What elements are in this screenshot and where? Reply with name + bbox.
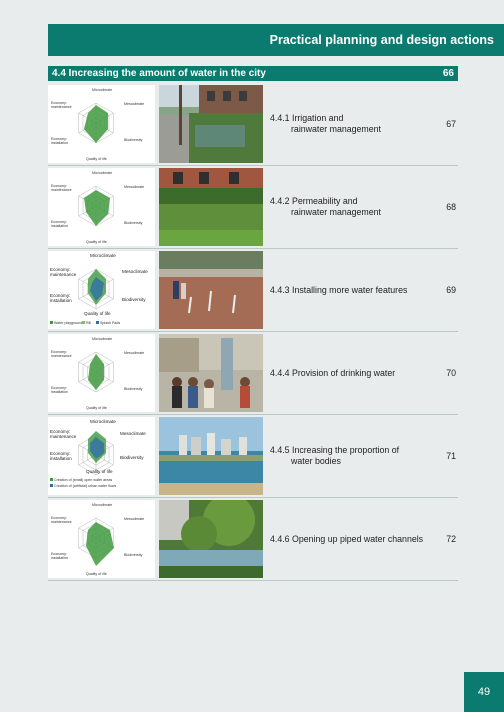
svg-text:Mesoclimate: Mesoclimate: [124, 185, 145, 189]
section-title: 4.4 Increasing the amount of water in the city: [52, 68, 266, 79]
entry-title: 4.4.2 Permeability and rainwater management: [270, 196, 381, 217]
entry-page: 68: [446, 201, 456, 212]
svg-text:Economy:: Economy:: [50, 429, 71, 434]
svg-text:Biodiversity: Biodiversity: [124, 138, 143, 142]
svg-text:Creation of (small) open water: Creation of (small) open water areas: [54, 478, 113, 482]
entry-page: 71: [446, 450, 456, 461]
entry-title: 4.4.3 Installing more water features: [270, 284, 408, 295]
svg-text:Economy:: Economy:: [51, 220, 67, 224]
entry-title: 4.4.1 Irrigation and rainwater management: [270, 113, 381, 134]
svg-text:Economy:: Economy:: [51, 184, 67, 188]
toc-entry[interactable]: [270, 249, 458, 331]
svg-text:Quality of life: Quality of life: [86, 240, 107, 244]
toc-entry[interactable]: [270, 83, 458, 165]
svg-text:Mesoclimate: Mesoclimate: [120, 431, 146, 436]
svg-text:maintenance: maintenance: [51, 520, 72, 524]
photo-water-features: [159, 251, 263, 329]
svg-text:Economy:: Economy:: [51, 101, 67, 105]
photo-drinking-water: [159, 334, 263, 412]
svg-text:Rill: Rill: [86, 321, 91, 325]
radar-chart: [48, 85, 155, 163]
toc-row[interactable]: [48, 415, 458, 498]
svg-text:Quality of life: Quality of life: [86, 157, 107, 161]
entry-page: 70: [446, 367, 456, 378]
svg-text:Biodiversity: Biodiversity: [124, 553, 143, 557]
svg-text:installation: installation: [51, 390, 68, 394]
entry-title: 4.4.4 Provision of drinking water: [270, 367, 396, 378]
radar-chart: [48, 417, 155, 495]
entry-page: 67: [446, 118, 456, 129]
svg-text:Mesoclimate: Mesoclimate: [124, 102, 145, 106]
svg-text:maintenance: maintenance: [51, 105, 72, 109]
svg-text:maintenance: maintenance: [50, 434, 77, 439]
toc-row[interactable]: [48, 166, 458, 249]
svg-text:Mesoclimate: Mesoclimate: [124, 351, 145, 355]
svg-text:Biodiversity: Biodiversity: [124, 387, 143, 391]
svg-text:Microclimate: Microclimate: [92, 503, 113, 507]
svg-text:Biodiversity: Biodiversity: [122, 297, 146, 302]
svg-text:Creation of (artificial) urban: Creation of (artificial) urban water flows: [54, 484, 117, 488]
radar-chart: [48, 334, 155, 412]
toc-entry[interactable]: [270, 332, 458, 414]
svg-text:Quality of life: Quality of life: [86, 469, 113, 474]
svg-text:Microclimate: Microclimate: [90, 253, 116, 258]
svg-text:Microclimate: Microclimate: [92, 337, 113, 341]
radar-chart: [48, 500, 155, 578]
svg-text:installation: installation: [50, 298, 72, 303]
svg-text:Quality of life: Quality of life: [86, 406, 107, 410]
toc-entry[interactable]: [270, 166, 458, 248]
toc-row[interactable]: [48, 249, 458, 332]
toc-list: [48, 83, 458, 581]
svg-text:Microclimate: Microclimate: [90, 419, 116, 424]
photo-water-bodies: [159, 417, 263, 495]
svg-text:Economy:: Economy:: [51, 516, 67, 520]
svg-text:Microclimate: Microclimate: [92, 171, 113, 175]
chapter-header: [48, 24, 504, 56]
svg-text:maintenance: maintenance: [51, 354, 72, 358]
svg-text:Mesoclimate: Mesoclimate: [124, 517, 145, 521]
svg-text:Splash Pads: Splash Pads: [100, 321, 121, 325]
entry-title: 4.4.6 Opening up piped water channels: [270, 533, 424, 544]
svg-text:Economy:: Economy:: [50, 267, 71, 272]
page-number: 49: [464, 672, 504, 712]
photo-permeability: [159, 168, 263, 246]
section-header: [48, 66, 458, 81]
toc-entry[interactable]: [270, 498, 458, 580]
entry-title: 4.4.5 Increasing the proportion of water bodies: [270, 445, 400, 466]
svg-text:Microclimate: Microclimate: [92, 88, 113, 92]
svg-text:maintenance: maintenance: [51, 188, 72, 192]
toc-row[interactable]: [48, 83, 458, 166]
svg-text:Economy:: Economy:: [51, 137, 67, 141]
svg-text:maintenance: maintenance: [50, 272, 77, 277]
svg-text:installation: installation: [51, 141, 68, 145]
toc-row[interactable]: [48, 332, 458, 415]
svg-text:Quality of life: Quality of life: [86, 572, 107, 576]
entry-page: 69: [446, 284, 456, 295]
photo-irrigation: [159, 85, 263, 163]
svg-text:Economy:: Economy:: [51, 386, 67, 390]
svg-text:Economy:: Economy:: [51, 350, 67, 354]
toc-row[interactable]: [48, 498, 458, 581]
radar-chart: [48, 168, 155, 246]
svg-text:Economy:: Economy:: [51, 552, 67, 556]
svg-text:Economy:: Economy:: [50, 451, 71, 456]
svg-text:Quality of life: Quality of life: [84, 311, 111, 316]
svg-text:installation: installation: [51, 224, 68, 228]
radar-chart: [48, 251, 155, 329]
svg-text:installation: installation: [50, 456, 72, 461]
svg-text:installation: installation: [51, 556, 68, 560]
svg-text:Water playground: Water playground: [54, 321, 83, 325]
section-page: 66: [442, 68, 454, 79]
svg-text:Biodiversity: Biodiversity: [124, 221, 143, 225]
svg-text:Biodiversity: Biodiversity: [120, 455, 144, 460]
chapter-title: Practical planning and design actions: [269, 33, 494, 47]
toc-entry[interactable]: [270, 415, 458, 497]
photo-water-channels: [159, 500, 263, 578]
svg-text:Economy:: Economy:: [50, 293, 71, 298]
svg-text:Mesoclimate: Mesoclimate: [122, 269, 148, 274]
entry-page: 72: [446, 533, 456, 544]
